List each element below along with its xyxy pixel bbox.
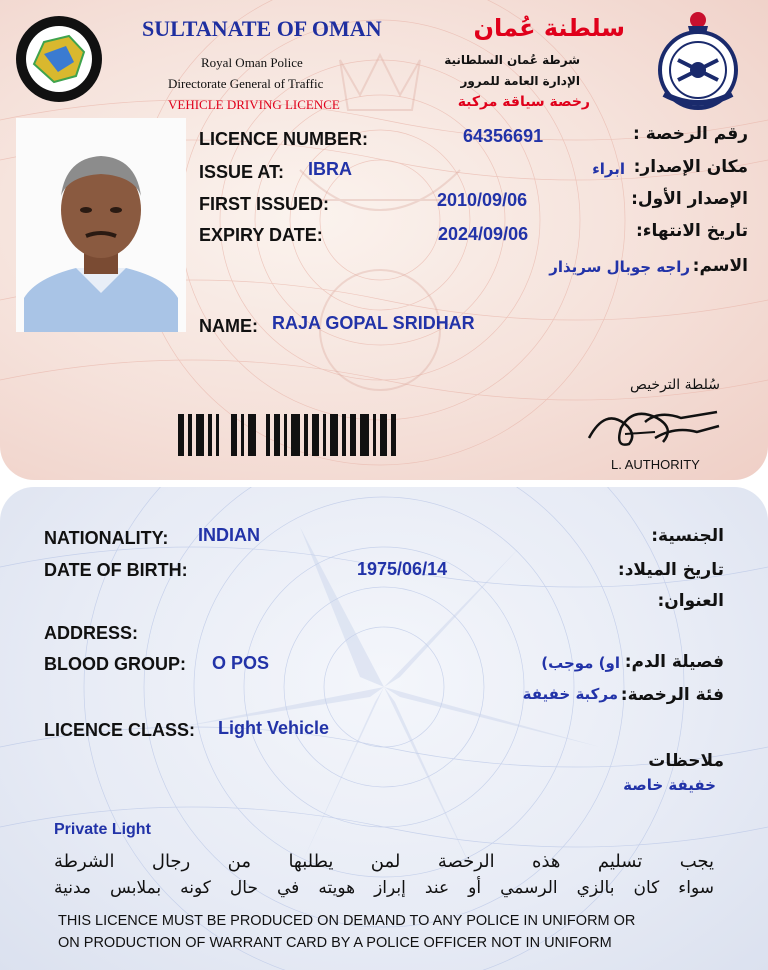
header-vehicle-driving-licence: VEHICLE DRIVING LICENCE — [168, 97, 340, 112]
issue-at-value: IBRA — [308, 159, 352, 179]
licence-number-value: 64356691 — [463, 126, 544, 146]
issue-at-label-ar: مكان الإصدار: — [633, 157, 748, 177]
name-value-ar: راجه جوبال سريذار — [549, 258, 690, 276]
notes-value: Private Light — [54, 821, 151, 838]
royal-oman-police-emblem-icon — [650, 8, 746, 112]
notes-value-ar: خفيفة خاصة — [623, 776, 716, 794]
holder-photo — [16, 118, 186, 332]
expiry-date-label-ar: تاريخ الانتهاء: — [635, 221, 748, 241]
notice-ar-line-2: سواء كان بالزي الرسمي أو عند إبراز هويته في حال كونه بملابس مدنية — [54, 878, 714, 898]
licence-class-label-ar: فئة الرخصة: — [620, 685, 724, 705]
header-ar-traffic: الإدارة العامة للمرور — [460, 74, 580, 88]
first-issued-value: 2010/09/06 — [437, 190, 528, 210]
licensing-authority-en: L. AUTHORITY — [611, 457, 700, 472]
nationality-label-ar: الجنسية: — [651, 526, 724, 546]
first-issued-label-ar: الإصدار الأول: — [631, 189, 748, 209]
gcc-emblem-icon — [14, 14, 104, 104]
nationality-label: NATIONALITY: — [44, 528, 169, 548]
header-royal-oman-police: Royal Oman Police — [201, 55, 303, 70]
notice-ar-line-1: يجب تسليم هذه الرخصة لمن يطلبها من رجال الشرطة — [54, 851, 714, 872]
licence-number-label: LICENCE NUMBER: — [199, 129, 368, 149]
dob-value: 1975/06/14 — [357, 559, 448, 579]
issue-at-label: ISSUE AT: — [199, 162, 285, 182]
header-ar-police: شرطة عُمان السلطانية — [444, 53, 580, 67]
name-label: NAME: — [199, 316, 258, 336]
first-issued-label: FIRST ISSUED: — [199, 194, 330, 214]
name-label-ar: الاسم: — [692, 256, 748, 276]
licence-class-label: LICENCE CLASS: — [44, 720, 196, 740]
notes-label-ar: ملاحظات — [648, 751, 724, 771]
licence-front — [0, 0, 768, 480]
expiry-date-value: 2024/09/06 — [438, 224, 529, 244]
title-ar: سلطنة عُمان — [473, 14, 625, 42]
licence-number-label-ar: رقم الرخصة : — [633, 124, 748, 144]
title-en: SULTANATE OF OMAN — [142, 16, 382, 41]
notice-en-line-1: THIS LICENCE MUST BE PRODUCED ON DEMAND TO ANY POLICE IN UNIFORM OR — [58, 913, 636, 929]
blood-group-value-ar: او) موجب) — [541, 654, 620, 672]
header-ar-licence: رخصة سياقة مركبة — [457, 94, 590, 110]
blood-group-label: BLOOD GROUP: — [44, 654, 186, 674]
header-directorate: Directorate General of Traffic — [168, 76, 324, 91]
name-value: RAJA GOPAL SRIDHAR — [272, 313, 475, 333]
blood-group-value: O POS — [212, 653, 270, 673]
expiry-date-label: EXPIRY DATE: — [199, 225, 323, 245]
issue-at-value-ar: ابراء — [592, 160, 625, 178]
dob-label: DATE OF BIRTH: — [44, 560, 188, 580]
notice-en-line-2: ON PRODUCTION OF WARRANT CARD BY A POLICE OFFICER NOT IN UNIFORM — [58, 935, 612, 951]
licence-back — [0, 487, 768, 970]
licensing-authority-ar: سُلطة الترخيص — [630, 377, 720, 393]
licence-class-value: Light Vehicle — [218, 718, 330, 738]
authority-signature — [585, 398, 725, 454]
blood-group-label-ar: فصيلة الدم: — [624, 652, 724, 672]
barcode — [178, 414, 400, 456]
nationality-value: INDIAN — [198, 525, 260, 545]
address-label: ADDRESS: — [44, 623, 139, 643]
licence-class-value-ar: مركبة خفيفة — [522, 685, 618, 703]
address-label-ar: العنوان: — [657, 591, 724, 611]
dob-label-ar: تاريخ الميلاد: — [617, 560, 724, 580]
